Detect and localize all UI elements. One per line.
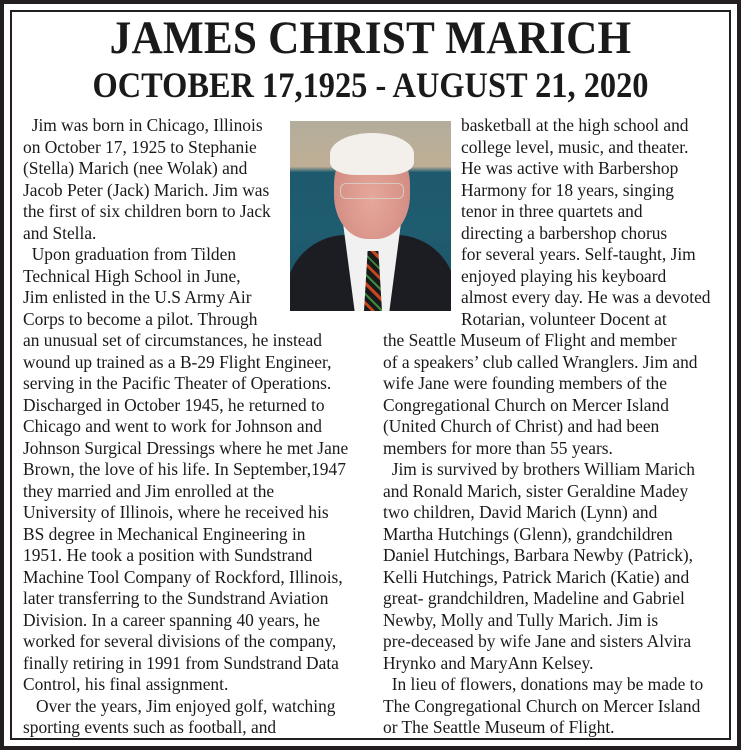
right-column-line: wife Jane were founding members of the — [383, 373, 667, 393]
left-column-line: and Stella. — [23, 222, 97, 243]
right-column-line: pre-deceased by wife Jane and sisters Alvira — [383, 631, 692, 651]
left-column-line: Jim enlisted in the U.S Army Air — [23, 287, 252, 307]
right-column-line: college level, music, and theater. — [461, 136, 689, 157]
left-column-line: Corps to become a pilot. Through — [23, 308, 258, 329]
left-column-line: (Stella) Marich (nee Wolak) and — [23, 158, 248, 178]
right-column-line: Rotarian, volunteer Docent at — [461, 308, 667, 329]
right-column-line: members for more than 55 years. — [383, 437, 613, 458]
right-column-line: directing a barbershop chorus — [461, 222, 668, 243]
right-column-line: Daniel Hutchings, Barbara Newby (Patrick), — [383, 545, 694, 565]
right-column-line: In lieu of flowers, donations may be made to — [383, 674, 704, 694]
left-column-line: Over the years, Jim enjoyed golf, watching — [23, 695, 336, 716]
left-column-line: 1951. He took a position with Sundstrand — [23, 545, 313, 565]
photo-hair — [330, 133, 414, 175]
left-column-line: University of Illinois, where he received his — [23, 502, 329, 522]
left-column-line: sporting events such as football, and — [23, 717, 277, 737]
left-column-line: BS degree in Mechanical Engineering in — [23, 523, 306, 544]
photo-glasses — [340, 183, 404, 199]
left-column-line: Brown, the love of his life. In September,1947 — [23, 459, 346, 479]
left-column-line: Machine Tool Company of Rockford, Illinois, — [23, 566, 343, 587]
left-column-line: wound up trained as a B-29 Flight Engineer, — [23, 351, 332, 372]
right-column-line: Newby, Molly and Tully Marich. Jim is — [383, 609, 659, 630]
right-column-line: Congregational Church on Mercer Island — [383, 394, 669, 415]
right-column-line: great- grandchildren, Madeline and Gabriel — [383, 588, 685, 608]
right-column-line: Kelli Hutchings, Patrick Marich (Katie) and — [383, 566, 690, 587]
right-column-line: Martha Hutchings (Glenn), grandchildren — [383, 523, 673, 544]
right-column-line: for several years. Self-taught, Jim — [461, 244, 696, 264]
right-column-line: almost every day. He was a devoted — [461, 287, 711, 307]
left-column-line: Johnson Surgical Dressings where he met Jane — [23, 437, 349, 458]
left-column-line: Chicago and went to work for Johnson and — [23, 416, 322, 436]
right-column-line: He was active with Barbershop — [461, 158, 679, 178]
right-column-line: basketball at the high school and — [461, 115, 689, 135]
right-column-line: The Congregational Church on Mercer Island — [383, 695, 701, 716]
left-column-line: Discharged in October 1945, he returned to — [23, 394, 325, 415]
right-column-line: (United Church of Christ) and had been — [383, 416, 660, 436]
obituary-dates: OCTOBER 17,1925 - AUGUST 21, 2020 — [92, 65, 649, 105]
portrait-photo — [290, 121, 451, 311]
right-column-line: or The Seattle Museum of Flight. — [383, 717, 615, 737]
left-column-line: worked for several divisions of the company, — [23, 631, 337, 651]
left-column-line: Jim was born in Chicago, Illinois — [23, 115, 263, 135]
right-column-line: two children, David Marich (Lynn) and — [383, 502, 658, 522]
left-column-line: Upon graduation from Tilden — [23, 244, 237, 264]
right-column-line: tenor in three quartets and — [461, 201, 643, 221]
right-column-line: enjoyed playing his keyboard — [461, 265, 667, 286]
left-column-line: serving in the Pacific Theater of Operations. — [23, 373, 332, 393]
left-column-line: they married and Jim enrolled at the — [23, 480, 275, 501]
left-column-line: Technical High School in June, — [23, 265, 241, 286]
obituary-name: JAMES CHRIST MARICH — [109, 12, 632, 64]
left-column-line: Division. In a career spanning 40 years, he — [23, 609, 320, 630]
left-column-line: Control, his final assignment. — [23, 674, 229, 694]
left-column-line: on October 17, 1925 to Stephanie — [23, 136, 257, 157]
right-column-line: the Seattle Museum of Flight and member — [383, 330, 677, 350]
left-column-line: Jacob Peter (Jack) Marich. Jim was — [23, 179, 270, 200]
left-column-line: the first of six children born to Jack — [23, 201, 271, 221]
right-column-line: Harmony for 18 years, singing — [461, 179, 674, 200]
left-column-line: an unusual set of circumstances, he instead — [23, 330, 322, 350]
right-column-line: Jim is survived by brothers William Marich — [383, 459, 695, 479]
right-column-line: and Ronald Marich, sister Geraldine Madey — [383, 480, 689, 501]
right-column-line: Hrynko and MaryAnn Kelsey. — [383, 652, 594, 673]
left-column-line: finally retiring in 1991 from Sundstrand Data — [23, 652, 339, 673]
right-column-line: of a speakers’ club called Wranglers. Jim and — [383, 351, 698, 372]
left-column-line: later transferring to the Sundstrand Aviation — [23, 588, 329, 608]
